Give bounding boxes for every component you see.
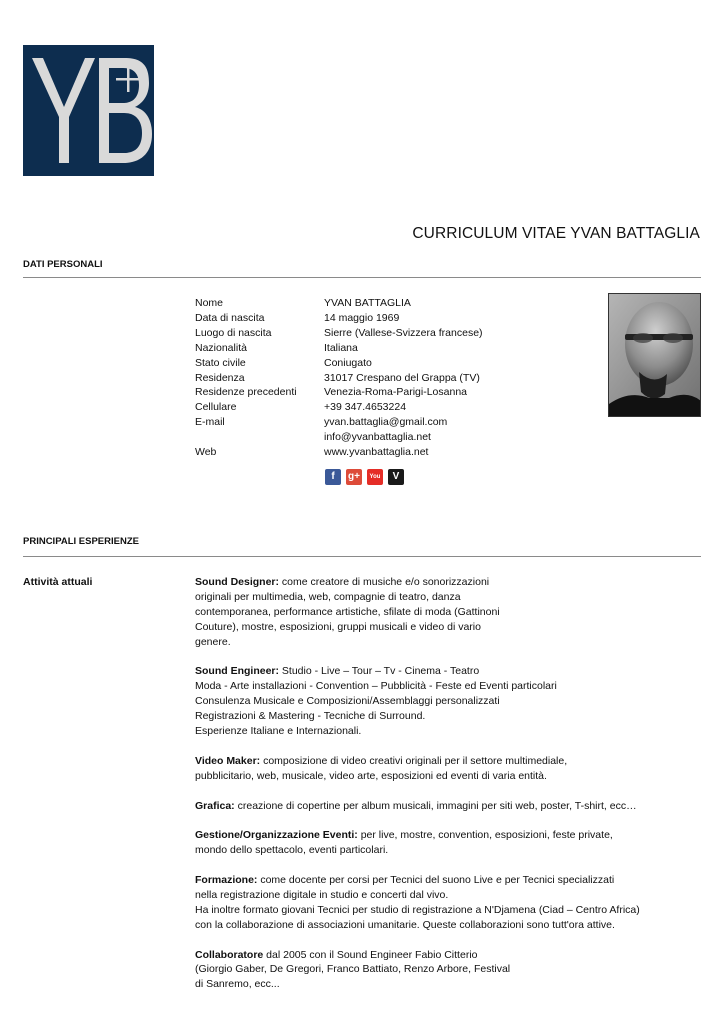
paragraph-line: [195, 799, 685, 814]
info-value[interactable]: info@yvanbattaglia.net: [324, 431, 431, 444]
social-links: [325, 469, 404, 485]
paragraph-text: come creatore di musiche e/o sonorizzazioni: [279, 576, 490, 588]
paragraph-line: [195, 948, 685, 963]
section-title-personal: DATI PERSONALI: [23, 259, 103, 270]
info-row: [195, 400, 483, 415]
paragraph-text: per live, mostre, convention, esposizioni, feste private,: [357, 829, 613, 842]
paragraph-heading: Sound Engineer:: [195, 665, 279, 678]
info-key: Stato civile: [195, 356, 246, 369]
info-row: [195, 296, 483, 311]
paragraph-heading: Gestione/Organizzazione Eventi:: [195, 829, 358, 842]
info-key: Residenze precedenti: [195, 386, 297, 399]
paragraph-line: contemporanea, performance artistiche, sfilate di moda (Gattinoni: [195, 605, 500, 618]
experience-body: [195, 575, 685, 1007]
info-value[interactable]: yvan.battaglia@gmail.com: [324, 416, 448, 429]
paragraph-line: di Sanremo, ecc...: [195, 978, 280, 991]
info-key: Web: [195, 446, 217, 459]
info-row: [195, 371, 483, 386]
info-row: [195, 311, 483, 326]
paragraph-line: pubblicitario, web, musicale, video arte, esposizioni ed eventi di varia entità.: [195, 769, 547, 782]
vimeo-icon[interactable]: V: [388, 469, 404, 485]
experience-paragraph: [195, 799, 685, 814]
paragraph-line: Consulenza Musicale e Composizioni/Assemblaggi personalizzati: [195, 695, 500, 708]
paragraph-line: Registrazioni & Mastering - Tecniche di Surround.: [195, 710, 426, 723]
yb-logo: [23, 45, 154, 176]
paragraph-line: [195, 754, 685, 769]
yb-logo-mark: [23, 45, 154, 176]
info-value: Coniugato: [324, 356, 372, 369]
experience-paragraph: [195, 664, 685, 739]
paragraph-text: come docente per corsi per Tecnici del suono Live e per Tecnici specializzati: [257, 874, 615, 887]
info-row: [195, 326, 483, 341]
experience-paragraph: [195, 828, 685, 858]
experience-paragraph: [195, 948, 685, 993]
paragraph-line: nella registrazione digitale in studio e concerti dal vivo.: [195, 888, 449, 901]
paragraph-line: mondo dello spettacolo, eventi particolari.: [195, 844, 389, 857]
paragraph-line: [195, 575, 685, 590]
section-divider: [23, 556, 701, 557]
experience-label: Attività attuali: [23, 576, 93, 588]
google-plus-icon[interactable]: g+: [346, 469, 362, 485]
paragraph-heading: Collaboratore: [195, 948, 264, 961]
info-value: Sierre (Vallese-Svizzera francese): [324, 326, 483, 339]
paragraph-text: creazione di copertine per album musicali, immagini per siti web, poster, T-shirt, ecc…: [234, 799, 637, 812]
info-row: [195, 356, 483, 371]
section-title-experience: PRINCIPALI ESPERIENZE: [23, 536, 139, 547]
portrait-image: [609, 294, 701, 417]
info-value: 14 maggio 1969: [324, 311, 400, 324]
section-divider: [23, 277, 701, 278]
paragraph-line: Ha inoltre formato giovani Tecnici per studio di registrazione a N'Djamena (Ciad – Centro Africa): [195, 903, 640, 916]
info-key: Nome: [195, 297, 224, 309]
paragraph-line: Couture), mostre, esposizioni, gruppi musicali e video di vario: [195, 620, 481, 633]
info-value: +39 347.4653224: [324, 401, 407, 414]
document-title: CURRICULUM VITAE YVAN BATTAGLIA: [412, 225, 700, 242]
paragraph-text: dal 2005 con il Sound Engineer Fabio Citterio: [263, 948, 478, 961]
info-key: Nazionalità: [195, 341, 247, 354]
info-value[interactable]: www.yvanbattaglia.net: [324, 446, 429, 459]
info-value: Venezia-Roma-Parigi-Losanna: [324, 386, 467, 399]
experience-paragraph: [195, 754, 685, 784]
youtube-icon[interactable]: You: [367, 469, 383, 485]
info-row: [195, 385, 483, 400]
experience-paragraph: [195, 873, 685, 933]
info-key: Residenza: [195, 371, 245, 384]
paragraph-line: con la collaborazione di associazioni umanitarie. Queste collaborazioni sono tutt'ora attive.: [195, 918, 615, 931]
paragraph-heading: Formazione:: [195, 874, 258, 887]
paragraph-line: Moda - Arte installazioni - Convention – Pubblicità - Feste ed Eventi particolari: [195, 680, 557, 693]
info-key: Cellulare: [195, 401, 237, 414]
info-row: [195, 341, 483, 356]
paragraph-line: originali per multimedia, web, compagnie di teatro, danza: [195, 590, 461, 603]
paragraph-line: [195, 873, 685, 888]
info-value: YVAN BATTAGLIA: [324, 297, 411, 309]
profile-photo: [608, 293, 701, 417]
info-key: Data di nascita: [195, 311, 265, 324]
paragraph-line: Esperienze Italiane e Internazionali.: [195, 725, 362, 738]
info-row: [195, 415, 483, 430]
info-key: Luogo di nascita: [195, 326, 272, 339]
info-value: Italiana: [324, 341, 358, 354]
paragraph-line: [195, 664, 685, 679]
facebook-icon[interactable]: f: [325, 469, 341, 485]
paragraph-line: genere.: [195, 635, 231, 648]
paragraph-text: composizione di video creativi originali per il settore multimediale,: [260, 754, 568, 767]
paragraph-line: [195, 828, 685, 843]
info-key: [195, 430, 324, 445]
paragraph-heading: Grafica:: [195, 799, 235, 812]
personal-info-table: [195, 296, 483, 460]
info-key: E-mail: [195, 416, 225, 429]
experience-paragraph: [195, 575, 685, 650]
info-row: [195, 430, 483, 445]
info-value: 31017 Crespano del Grappa (TV): [324, 371, 480, 384]
paragraph-heading: Sound Designer:: [195, 576, 280, 588]
paragraph-heading: Video Maker:: [195, 754, 261, 767]
paragraph-text: Studio - Live – Tour – Tv - Cinema - Teatro: [279, 665, 480, 678]
paragraph-line: (Giorgio Gaber, De Gregori, Franco Battiato, Renzo Arbore, Festival: [195, 963, 511, 976]
info-row: [195, 445, 483, 460]
